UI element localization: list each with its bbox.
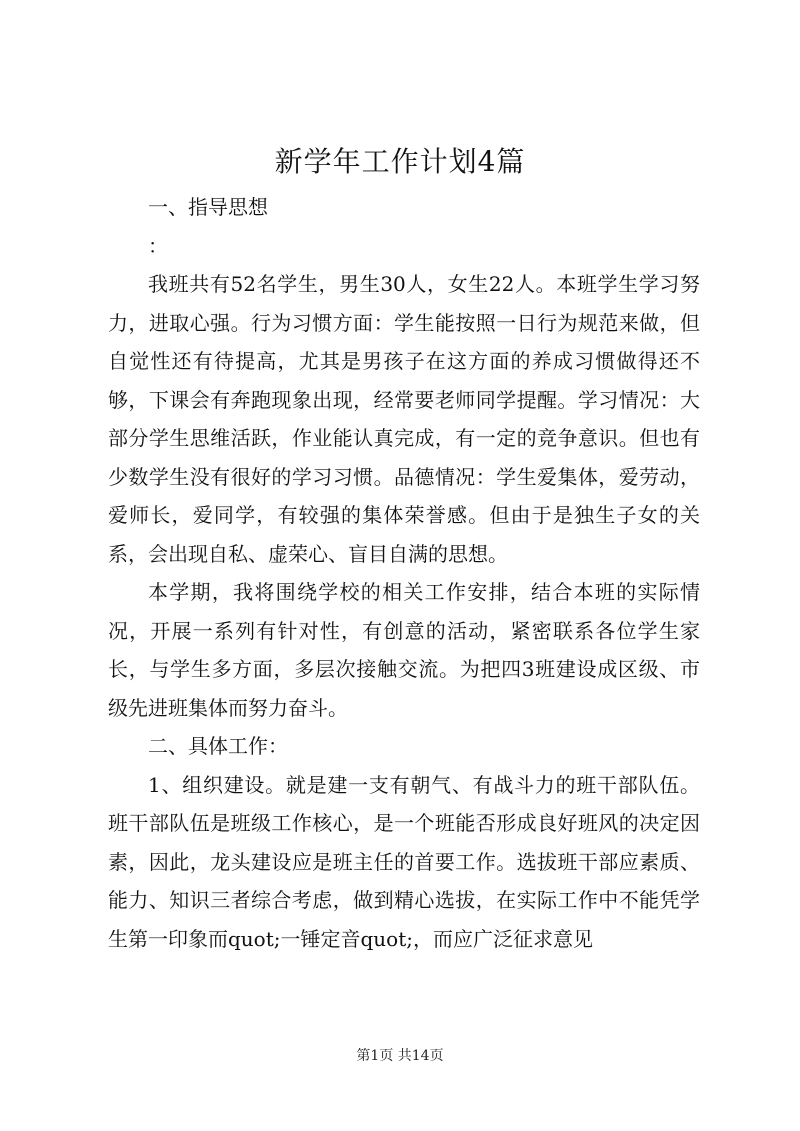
- document-body: [108, 188, 700, 958]
- paragraph-semester-plan: 本学期，我将围绕学校的相关工作安排，结合本班的实际情况，开展一系列有针对性，有创意的活动，紧密联系各位学生家长，与学生多方面，多层次接触交流。为把四3班建设成区级、市级先进班集体而努力奋斗。: [108, 580, 700, 720]
- document-title: 新学年工作计划4篇: [274, 145, 526, 178]
- colon-line: ：: [148, 233, 168, 258]
- page-footer: 第1页 共14页: [356, 1048, 444, 1064]
- paragraph-class-situation: 我班共有52名学生，男生30人，女生22人。本班学生学习努力，进取心强。行为习惯方面：学生能按照一日行为规范来做，但自觉性还有待提高，尤其是男孩子在这方面的养成习惯做得还不够，下课会有奔跑现象出现，经常要老师同学提醒。学习情况：大部分学生思维活跃，作业能认真完成，有一定的竞争意识。但也有少数学生没有很好的学习习惯。品德情况：学生爱集体，爱劳动，爱师长，爱同学，有较强的集体荣誉感。但由于是独生子女的关系，会出现自私、虚荣心、盲目自满的思想。: [108, 272, 700, 566]
- paragraph-organization-building: 1、组织建设。就是建一支有朝气、有战斗力的班干部队伍。班干部队伍是班级工作核心，是一个班能否形成良好班风的决定因素，因此，龙头建设应是班主任的首要工作。选拔班干部应素质、能力、知识三者综合考虑，做到精心选拔，在实际工作中不能凭学生第一印象而quot;一锤定音quot;，而应广泛征求意见: [108, 772, 700, 951]
- section-heading-specific-work: 二、具体工作：: [148, 734, 288, 758]
- section-heading-guiding-thought: 一、指导思想: [148, 195, 268, 219]
